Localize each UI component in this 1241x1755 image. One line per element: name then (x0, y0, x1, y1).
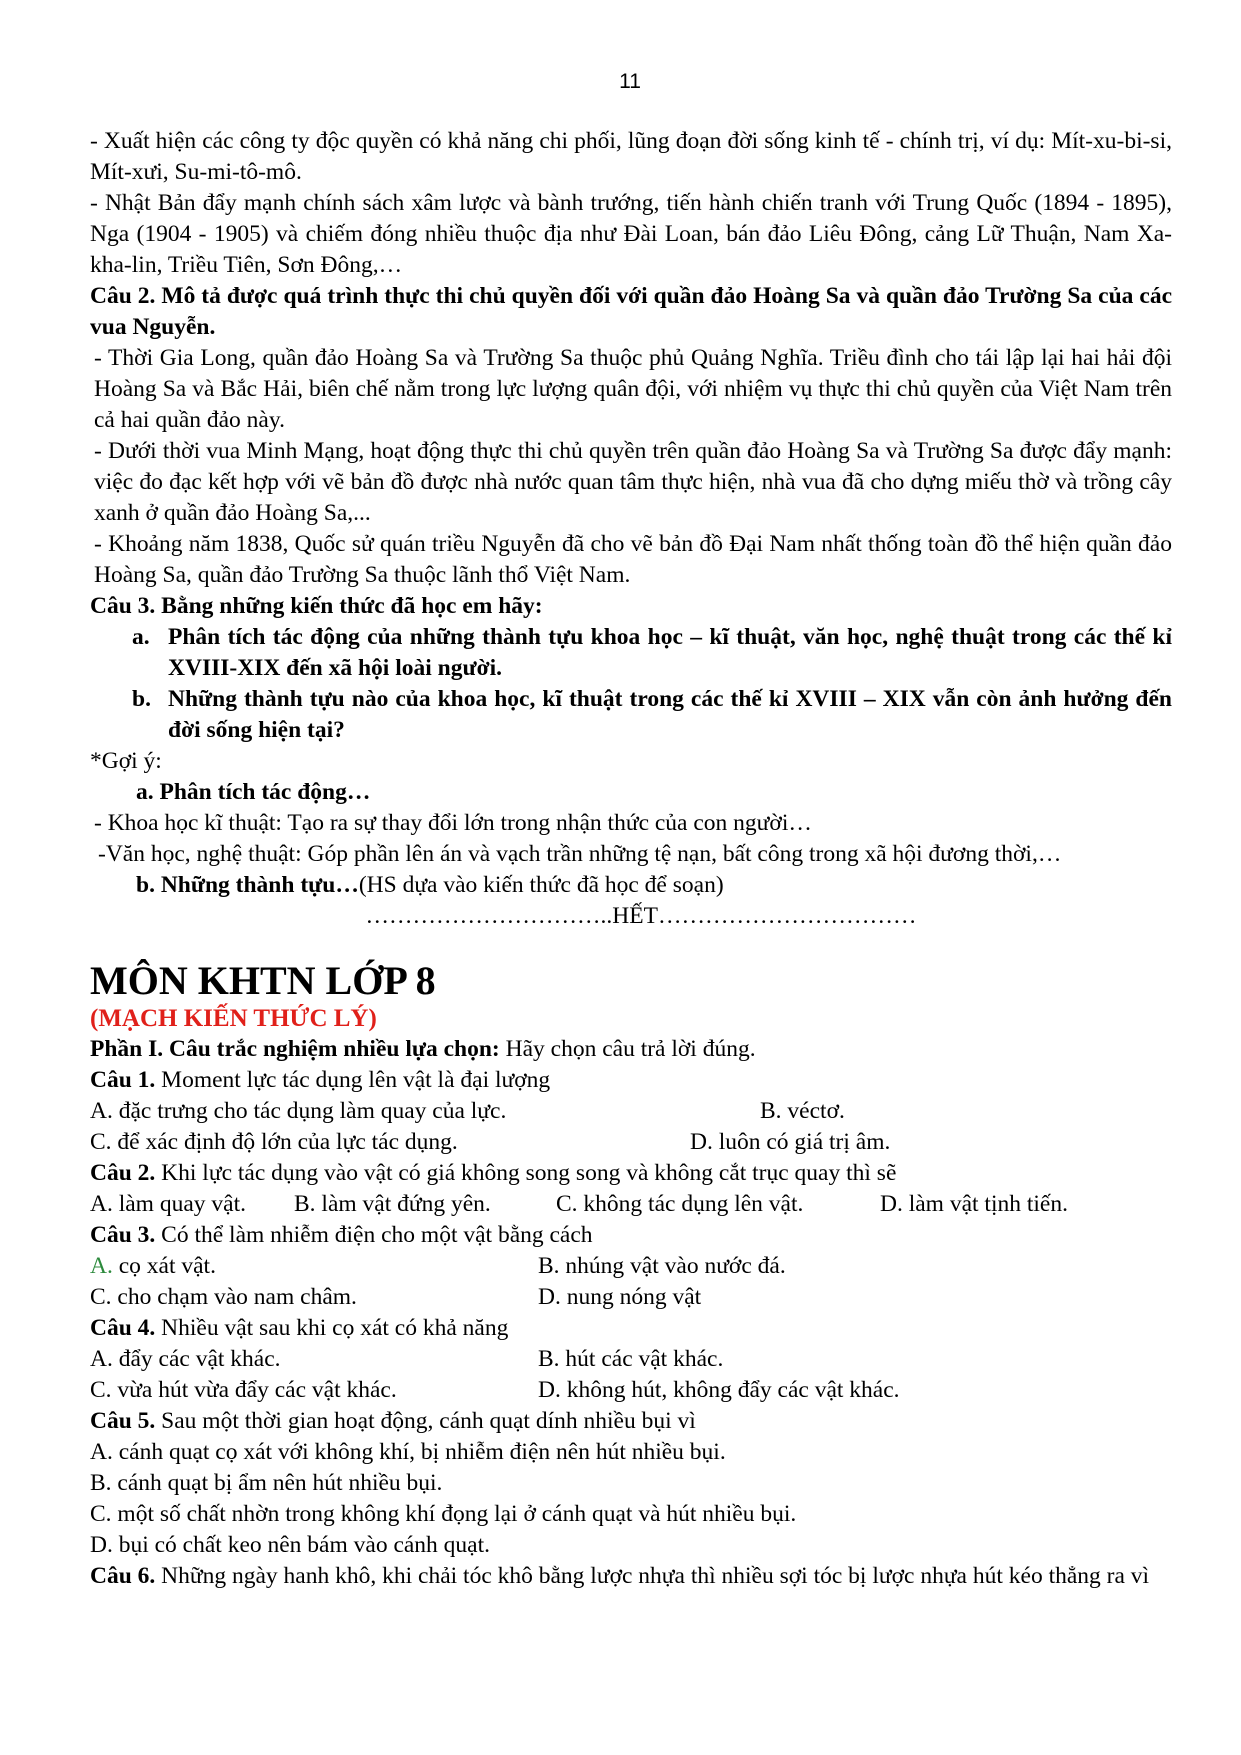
option-a: A. đẩy các vật khác. (90, 1346, 281, 1372)
q2-bullet: - Khoảng năm 1838, Quốc sử quán triều Nguyễn đã cho vẽ bản đồ Đại Nam nhất thống toàn đồ thể hiện quần đảo Hoàng Sa, quần đảo Trường Sa thuộc lãnh thổ Việt Nam. (94, 531, 1172, 588)
hint-label: *Gợi ý: (90, 748, 162, 774)
page-number: 11 (619, 70, 641, 93)
section-title: MÔN KHTN LỚP 8 (90, 958, 436, 1003)
option-a-letter: A. (90, 1253, 113, 1279)
q3-item-b (132, 684, 1172, 746)
question-3-title: Câu 3. Bằng những kiến thức đã học em hãy: (90, 593, 543, 619)
option-b: B. làm vật đứng yên. (294, 1191, 491, 1217)
question-1 (90, 1065, 1172, 1096)
part-heading (90, 1034, 1172, 1065)
end-line: …………………………..HẾT…………………………… (365, 903, 917, 929)
hint-b-rest: (HS dựa vào kiến thức đã học để soạn) (358, 872, 724, 898)
question-4 (90, 1313, 1172, 1344)
options-row (90, 1282, 1172, 1313)
question-3 (90, 1220, 1172, 1251)
list-text: Những thành tựu nào của khoa học, kĩ thuật trong các thế kỉ XVIII – XIX vẫn còn ảnh hưởng đến đời sống hiện tại? (168, 686, 1172, 743)
hint-a: a. Phân tích tác động… (136, 779, 371, 805)
question-5 (90, 1406, 1172, 1437)
option-b: B. cánh quạt bị ẩm nên hút nhiều bụi. (90, 1470, 443, 1496)
part-label: Phần I. Câu trắc nghiệm nhiều lựa chọn: (90, 1036, 500, 1062)
page-content (90, 126, 1172, 1592)
question-text: Những ngày hanh khô, khi chải tóc khô bằng lược nhựa thì nhiều sợi tóc bị lược nhựa hút kéo thẳng ra vì (155, 1563, 1150, 1589)
question-label: Câu 4. (90, 1315, 156, 1341)
question-text: Nhiều vật sau khi cọ xát có khả năng (155, 1315, 509, 1341)
option-c: C. không tác dụng lên vật. (556, 1191, 804, 1217)
list-text: Phân tích tác động của những thành tựu khoa học – kĩ thuật, văn học, nghệ thuật trong các thế kỉ XVIII-XIX đến xã hội loài người. (168, 624, 1172, 681)
question-text: Moment lực tác dụng lên vật là đại lượng (155, 1067, 551, 1093)
question-text: Sau một thời gian hoạt động, cánh quạt dính nhiều bụi vì (155, 1408, 696, 1434)
question-label: Câu 2. (90, 1160, 156, 1186)
option-d: D. không hút, không đẩy các vật khác. (538, 1377, 900, 1403)
option-a-text: cọ xát vật. (112, 1253, 216, 1279)
options-row (90, 1189, 1172, 1220)
option-c: C. vừa hút vừa đẩy các vật khác. (90, 1377, 397, 1403)
option-c: C. một số chất nhờn trong không khí đọng lại ở cánh quạt và hút nhiều bụi. (90, 1501, 797, 1527)
options-row (90, 1096, 1172, 1127)
hint-b-bold: b. Những thành tựu… (136, 872, 359, 898)
option-d: D. làm vật tịnh tiến. (880, 1191, 1068, 1217)
question-label: Câu 1. (90, 1067, 156, 1093)
list-marker: a. (132, 624, 150, 650)
question-2-title: Câu 2. Mô tả được quá trình thực thi chủ quyền đối với quần đảo Hoàng Sa và quần đảo Trường Sa của các vua Nguyễn. (90, 283, 1172, 340)
options-row (90, 1375, 1172, 1406)
option-b: B. hút các vật khác. (538, 1346, 724, 1372)
option-a: A. đặc trưng cho tác dụng làm quay của lực. (90, 1098, 507, 1124)
list-marker: b. (132, 686, 151, 712)
question-text: Có thể làm nhiễm điện cho một vật bằng cách (155, 1222, 593, 1248)
question-6 (90, 1561, 1172, 1592)
option-a: A. làm quay vật. (90, 1191, 246, 1217)
question-label: Câu 5. (90, 1408, 156, 1434)
hint-line: -Văn học, nghệ thuật: Góp phần lên án và vạch trần những tệ nạn, bất công trong xã hội đương thời,… (98, 841, 1062, 867)
hint-line: - Khoa học kĩ thuật: Tạo ra sự thay đổi lớn trong nhận thức của con người… (94, 810, 812, 836)
hint-b (90, 870, 1172, 901)
option-d: D. bụi có chất keo nên bám vào cánh quạt. (90, 1532, 491, 1558)
option-d: D. nung nóng vật (538, 1284, 702, 1310)
part-instruction: Hãy chọn câu trả lời đúng. (499, 1036, 756, 1062)
history-bullet: - Nhật Bản đẩy mạnh chính sách xâm lược và bành trướng, tiến hành chiến tranh với Trung Quốc (1894 - 1895), Nga (1904 - 1905) và chiếm đóng nhiều thuộc địa như Đài Loan, bán đảo Liêu Đông, cảng Lữ Thuận, Nam Xa-kha-lin, Triều Tiên, Sơn Đông,… (90, 190, 1172, 278)
option-c: C. cho chạm vào nam châm. (90, 1284, 357, 1310)
q2-bullet: - Dưới thời vua Minh Mạng, hoạt động thực thi chủ quyền trên quần đảo Hoàng Sa và Trường Sa được đẩy mạnh: việc đo đạc kết hợp với vẽ bản đồ được nhà nước quan tâm thực hiện, nhà vua đã cho dựng miếu thờ và trồng cây xanh ở quần đảo Hoàng Sa,... (94, 438, 1172, 526)
option-b: B. véctơ. (760, 1098, 845, 1124)
option-d: D. luôn có giá trị âm. (690, 1129, 891, 1155)
question-label: Câu 3. (90, 1222, 156, 1248)
section-subtitle: (MẠCH KIẾN THỨC LÝ) (90, 1005, 377, 1032)
question-text: Khi lực tác dụng vào vật có giá không song song và không cắt trục quay thì sẽ (155, 1160, 897, 1186)
q3-item-a (132, 622, 1172, 684)
option-c: C. để xác định độ lớn của lực tác dụng. (90, 1129, 458, 1155)
option-b: B. nhúng vật vào nước đá. (538, 1253, 786, 1279)
options-row (90, 1127, 1172, 1158)
q2-bullet: - Thời Gia Long, quần đảo Hoàng Sa và Trường Sa thuộc phủ Quảng Nghĩa. Triều đình cho tái lập lại hai hải đội Hoàng Sa và Bắc Hải, biên chế nằm trong lực lượng quân đội, với nhiệm vụ thực thi chủ quyền của Việt Nam trên cả hai quần đảo này. (94, 345, 1172, 433)
options-row (90, 1251, 1172, 1282)
options-row (90, 1344, 1172, 1375)
question-2 (90, 1158, 1172, 1189)
history-bullet: - Xuất hiện các công ty độc quyền có khả năng chi phối, lũng đoạn đời sống kinh tế - chính trị, ví dụ: Mít-xu-bi-si, Mít-xưi, Su-mi-tô-mô. (90, 128, 1172, 185)
option-a: A. cánh quạt cọ xát với không khí, bị nhiễm điện nên hút nhiều bụi. (90, 1439, 726, 1465)
question-label: Câu 6. (90, 1563, 156, 1589)
option-a (90, 1251, 538, 1282)
